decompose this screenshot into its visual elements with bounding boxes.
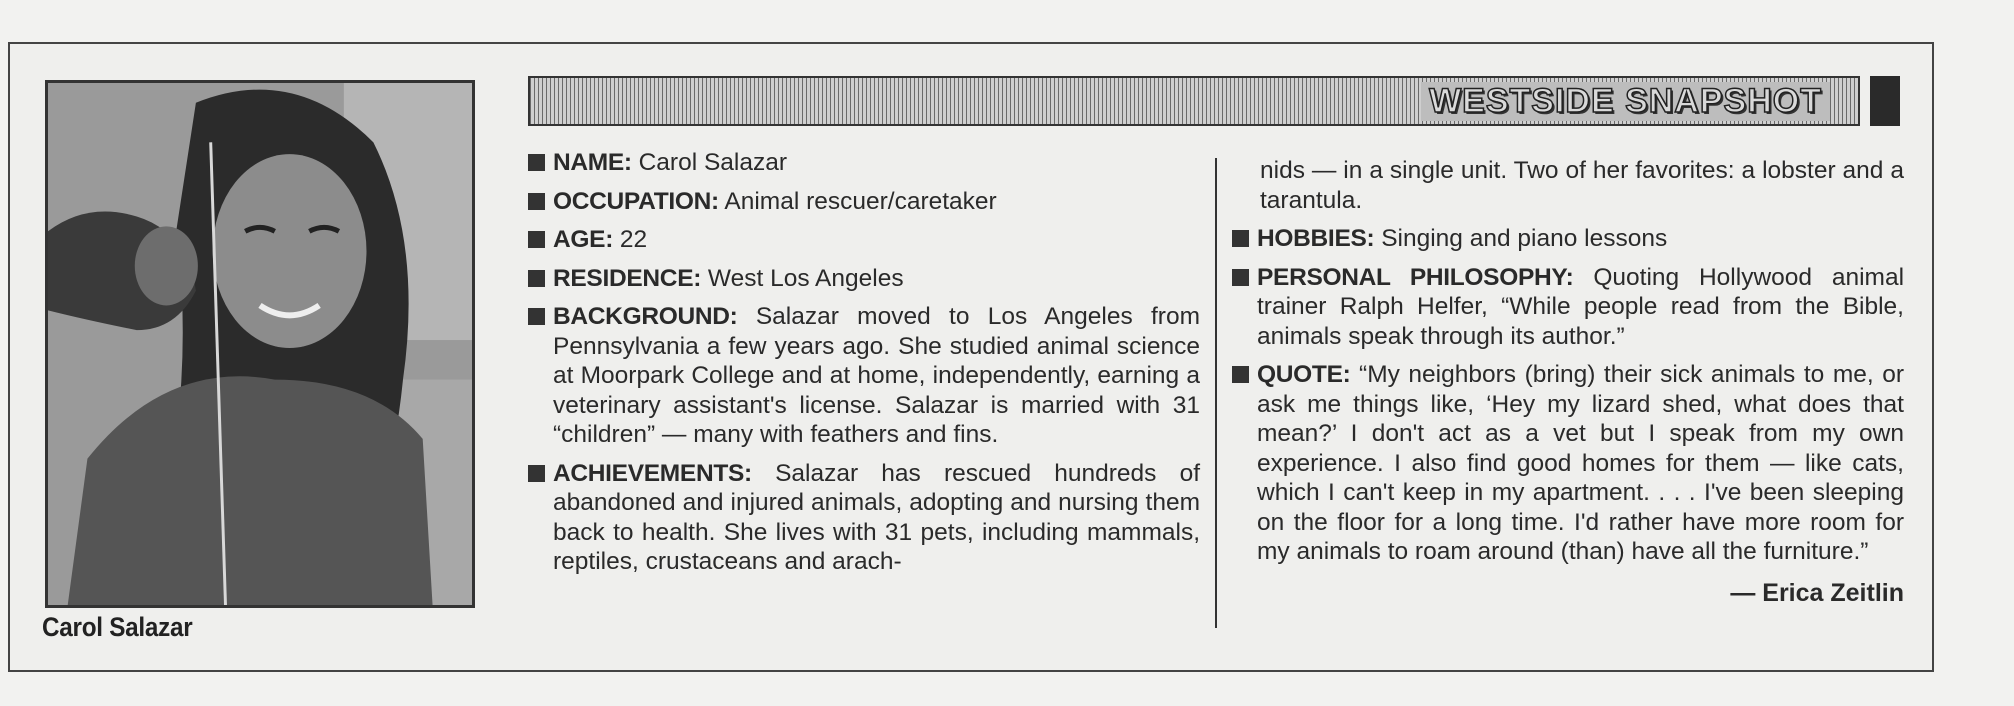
right-column [1232,156,1904,608]
entry-label: OCCUPATION: [553,187,719,215]
banner-tab [1870,76,1900,126]
entry-text: Salazar moved to Los Angeles from Pennsylvania a few years ago. She studied animal science at Moorpark College and at home, independently, earning a veterinary assistant's license. Salazar is married with 31 “children” — many with feathers and fins. [553,303,1200,448]
entry-quote [1232,360,1904,567]
column-divider [1215,158,1217,628]
entry-label: RESIDENCE: [553,264,702,292]
bullet-square-icon [1232,366,1249,383]
entry-text: Carol Salazar [638,149,788,176]
entry-philosophy [1232,263,1904,352]
entry-label: HOBBIES: [1257,225,1375,252]
entry-background [528,302,1200,450]
bullet-square-icon [528,465,545,482]
byline: — Erica Zeitlin [1730,578,1904,607]
entry-text: Quoting Hollywood animal trainer Ralph Helfer, “While people read from the Bible, animals speak through its author.” [1257,263,1905,350]
entry-label: BACKGROUND: [553,303,738,330]
continued-text: nids — in a single unit. Two of her favorites: a lobster and a tarantula. [1260,157,1904,214]
bullet-square-icon [528,308,545,325]
photo-caption: Carol Salazar [42,612,193,642]
entry-residence [528,264,1200,294]
entry-text: Animal rescuer/caretaker [724,187,997,215]
entry-label: QUOTE: [1257,361,1351,388]
left-column [528,148,1200,586]
banner-title: WESTSIDE SNAPSHOT [1421,82,1830,121]
entry-occupation [528,187,1200,217]
column-banner [528,76,1860,126]
entry-hobbies [1232,224,1904,254]
entry-text: West Los Angeles [707,264,904,292]
entry-label: ACHIEVEMENTS: [553,459,752,487]
entry-text: “My neighbors (bring) their sick animals to me, or ask me things like, ‘Hey my lizard shed, what does that mean?’ I don't act as a vet but I speak from my own experience. I also find good homes for them — like cats, which I can't keep in my apartment. . . . I've been sleeping on the floor for a long time. I'd rather have more room for my animals to roam around (than) have all the furniture.” [1257,361,1905,565]
entry-label: AGE: [553,226,614,253]
bullet-square-icon [1232,230,1249,247]
bullet-square-icon [528,193,545,210]
portrait-photo-graphic [48,83,472,605]
entry-text: Singing and piano lessons [1381,225,1668,252]
bullet-square-icon [528,270,545,287]
portrait-photo [45,80,475,608]
bullet-square-icon [528,154,545,171]
bullet-square-icon [528,231,545,248]
entry-label: NAME: [553,149,632,176]
entry-text: Salazar has rescued hundreds of abandoned and injured animals, adopting and nursing them back to health. She lives with 31 pets, including mammals, reptiles, crustaceans and arach- [553,459,1200,575]
entry-name [528,148,1200,178]
entry-achievements [528,459,1200,577]
entry-label: PERSONAL PHILOSOPHY: [1257,263,1574,291]
entry-text: 22 [619,226,648,253]
entry-age [528,225,1200,255]
bullet-square-icon [1232,269,1249,286]
